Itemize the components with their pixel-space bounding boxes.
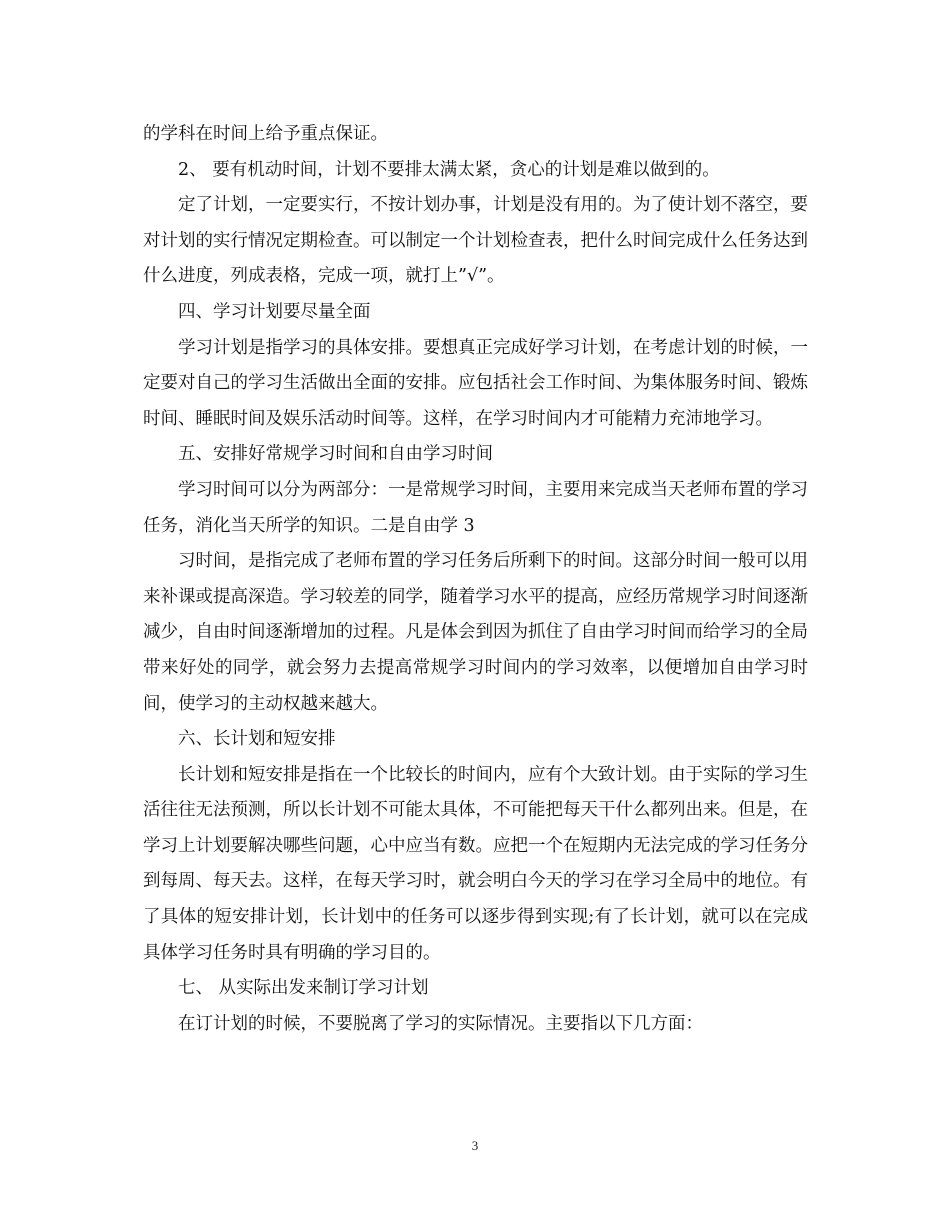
paragraph: 长计划和短安排是指在一个比较长的时间内，应有个大致计划。由于实际的学习生活往往无法预测，所以长计划不可能太具体，不可能把每天干什么都列出来。但是，在学习上计划要解决哪些问题，心中应当有数。应把一个在短期内无法完成的学习任务分到每周、每天去。这样，在每天学习时，就会明白今天的学习在学习全局中的地位。有了具体的短安排计划，长计划中的任务可以逐步得到实现;有了长计划，就可以在完成具体学习任务时具有明确的学习目的。	[143, 764, 808, 963]
paragraph: 在订计划的时候，不要脱离了学习的实际情况。主要指以下几方面：	[178, 1013, 703, 1034]
section-heading: 五、安排好常规学习时间和自由学习时间	[178, 444, 493, 465]
paragraph: 习时间，是指完成了老师布置的学习任务后所剩下的时间。这部分时间一般可以用来补课或提高深造。学习较差的同学，随着学习水平的提高，应经历常规学习时间逐渐减少，自由时间逐渐增加的过程。凡是体会到因为抓住了自由学习时间而给学习的全局带来好处的同学，就会努力去提高常规学习时间内的学习效率，以便增加自由学习时间，使学习的主动权越来越大。	[143, 551, 808, 714]
paragraph: 学习时间可以分为两部分：一是常规学习时间，主要用来完成当天老师布置的学习任务，消化当天所学的知识。二是自由学 3	[143, 479, 808, 536]
section-heading: 六、长计划和短安排	[178, 729, 336, 750]
paragraph: 2、 要有机动时间，计划不要排太满太紧，贪心的计划是难以做到的。	[178, 159, 720, 180]
page-number: 3	[471, 1138, 479, 1153]
paragraph: 定了计划，一定要实行，不按计划办事，计划是没有用的。为了使计划不落空，要对计划的实行情况定期检查。可以制定一个计划检查表，把什么时间完成什么任务达到什么进度，列成表格，完成一项，就打上”√”。	[143, 195, 808, 287]
section-heading: 四、学习计划要尽量全面	[178, 301, 371, 322]
section-heading: 七、 从实际出发来制订学习计划	[178, 978, 429, 999]
paragraph: 的学科在时间上给予重点保证。	[143, 124, 388, 144]
paragraph: 学习计划是指学习的具体安排。要想真正完成好学习计划，在考虑计划的时候，一定要对自己的学习生活做出全面的安排。应包括社会工作时间、为集体服务时间、锻炼时间、睡眠时间及娱乐活动时间等。这样，在学习时间内才可能精力充沛地学习。	[143, 337, 808, 429]
page-body	[143, 117, 808, 1042]
